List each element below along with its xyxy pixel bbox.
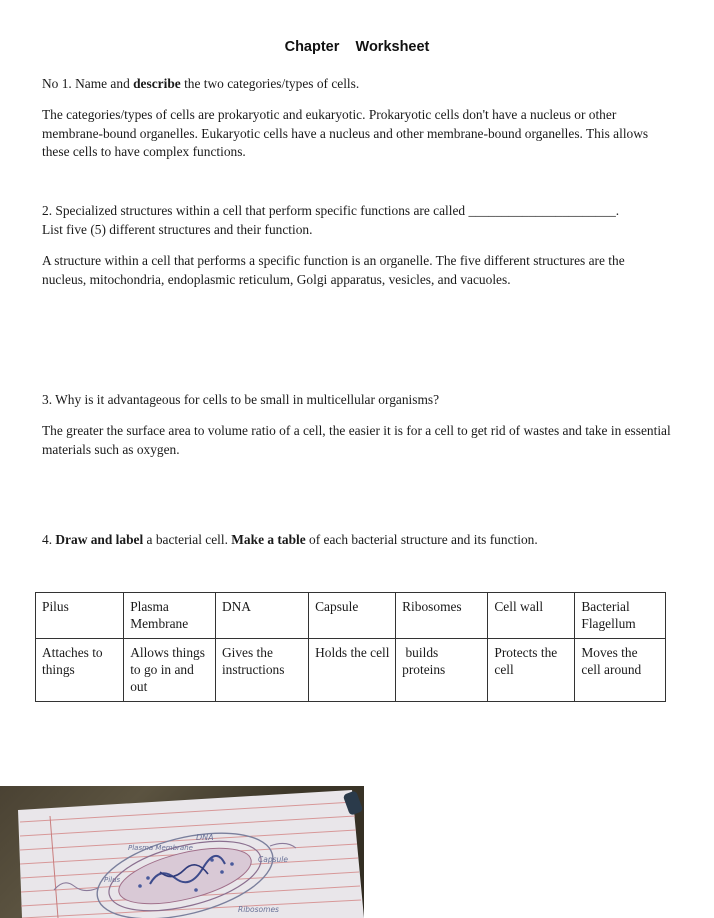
answer-1: The categories/types of cells are prokaryotic and eukaryotic. Prokaryotic cells don't have a nucleus or other membrane-bound organelles. Eukaryotic cells have a nucleus and other membrane-bound organelles. This allows these cells to have complex functions. <box>42 107 649 159</box>
table-cell: Holds the cell <box>309 639 396 702</box>
label-plasma-membrane: Plasma Membrane <box>128 844 193 852</box>
answer-3: The greater the surface area to volume ratio of a cell, the easier it is for a cell to get rid of wastes and take in essential materials such as oxygen. <box>42 423 671 457</box>
title-word-chapter: Chapter <box>284 39 340 55</box>
table-cell: Allows things to go in and out <box>124 639 216 702</box>
table-row-structures <box>36 593 666 639</box>
question-1: No 1. Name and describe the two categories/types of cells. <box>42 76 360 91</box>
answer-2: A structure within a cell that performs a specific function is an organelle. The five different structures are the nucleus, mitochondria, endoplasmic reticulum, Golgi apparatus, vesicles, and vacuoles. <box>42 253 625 287</box>
label-dna: DNA <box>196 833 214 842</box>
table-cell: Bacterial Flagellum <box>575 593 666 639</box>
question-2 <box>42 202 672 239</box>
table-cell: Cell wall <box>488 593 575 639</box>
question-4: 4. Draw and label a bacterial cell. Make a table of each bacterial structure and its function. <box>42 532 538 547</box>
table-row-functions <box>36 639 666 702</box>
table-cell: Plasma Membrane <box>124 593 216 639</box>
question-3: 3. Why is it advantageous for cells to be small in multicellular organisms? <box>42 392 440 407</box>
label-capsule: Capsule <box>258 855 288 864</box>
table-cell: DNA <box>215 593 308 639</box>
table-cell: Moves the cell around <box>575 639 666 702</box>
drawing-photo-svg <box>0 786 364 918</box>
table-cell: Capsule <box>309 593 396 639</box>
table-cell: Ribosomes <box>396 593 488 639</box>
bacterial-structure-table <box>35 592 666 702</box>
label-ribosomes: Ribosomes <box>238 905 279 914</box>
question-2-line-2: List five (5) different structures and their function. <box>42 221 313 237</box>
table-cell: Gives the instructions <box>215 639 308 702</box>
page-title <box>0 39 714 55</box>
label-pilus: Pilus <box>104 876 121 884</box>
table-cell: Pilus <box>36 593 124 639</box>
table-cell: Protects the cell <box>488 639 575 702</box>
bacterial-cell-drawing-photo <box>0 786 364 918</box>
question-2-line-1: 2. Specialized structures within a cell that perform specific functions are called ______________________. <box>42 203 620 218</box>
title-word-worksheet: Worksheet <box>355 39 430 55</box>
table-cell: Attaches to things <box>36 639 124 702</box>
table-cell: builds proteins <box>396 639 488 702</box>
